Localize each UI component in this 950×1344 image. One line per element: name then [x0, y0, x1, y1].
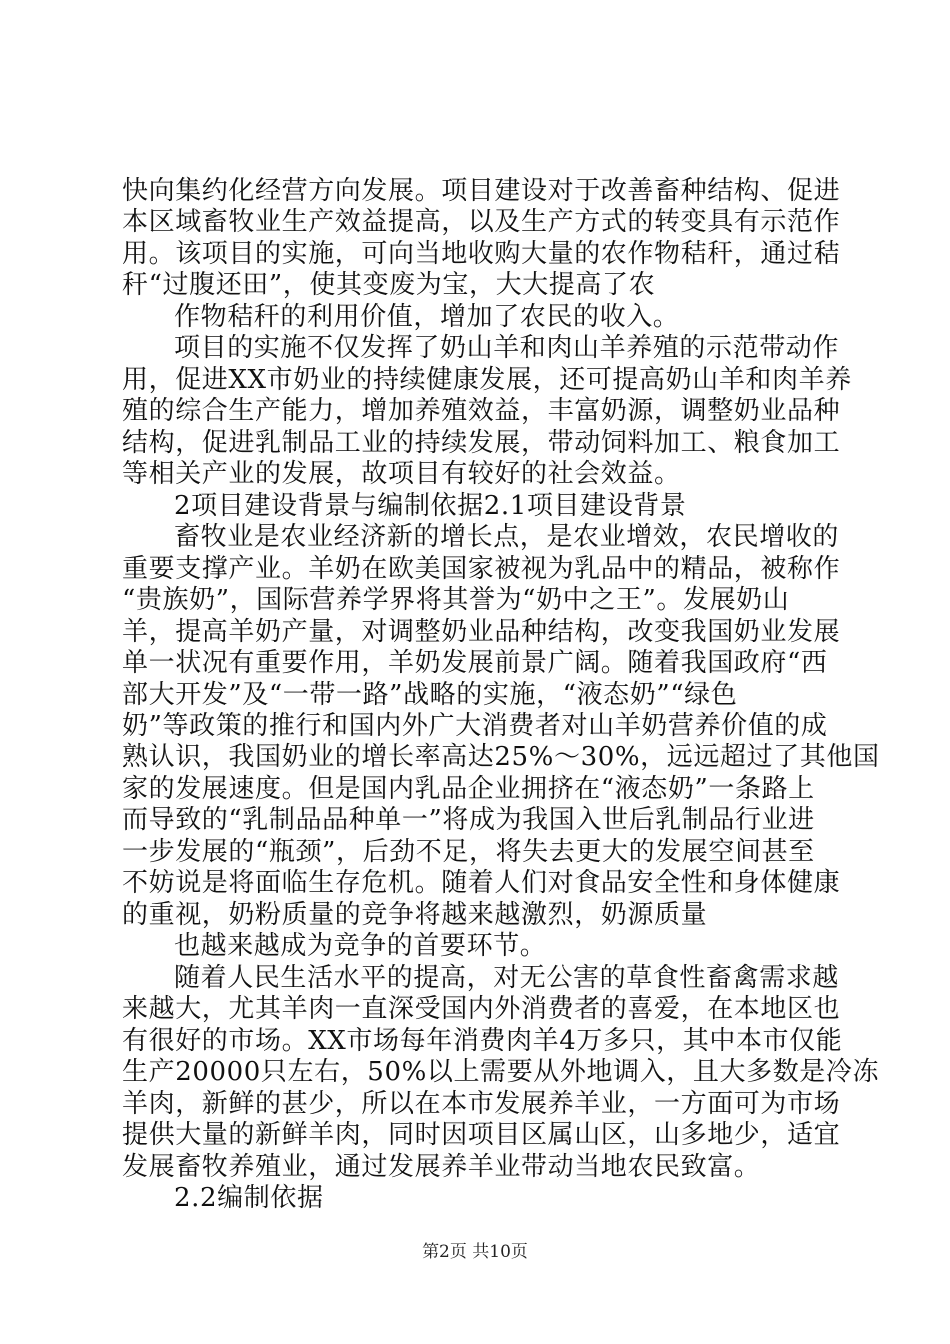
text-line: 而导致的“乳制品品种单一”将成为我国入世后乳制品行业进 — [122, 805, 815, 835]
text-line: 生产20000只左右，50%以上需要从外地调入，且大多数是冷冻 — [122, 1057, 880, 1087]
text-line: 家的发展速度。但是国内乳品企业拥挤在“液态奶”一条路上 — [122, 774, 815, 804]
text-line: 发展畜牧养殖业，通过发展养羊业带动当地农民致富。 — [122, 1152, 761, 1182]
text-line: 等相关产业的发展，故项目有较好的社会效益。 — [122, 459, 681, 489]
text-line: 熟认识，我国奶业的增长率高达25%～30%，远远超过了其他国 — [122, 742, 880, 772]
text-line: 随着人民生活水平的提高，对无公害的草食性畜禽需求越 — [174, 963, 840, 993]
text-line: 用。该项目的实施，可向当地收购大量的农作物秸秆，通过秸 — [122, 239, 841, 269]
page-number-footer: 第2页 共10页 — [422, 1242, 528, 1262]
text-line: 也越来越成为竞争的首要环节。 — [174, 931, 547, 961]
text-line: 有很好的市场。XX市场每年消费肉羊4万多只，其中本市仅能 — [122, 1026, 843, 1056]
text-line: 作物秸秆的利用价值，增加了农民的收入。 — [174, 302, 680, 332]
text-line: 项目的实施不仅发挥了奶山羊和肉山羊养殖的示范带动作 — [174, 333, 840, 363]
text-line: 提供大量的新鲜羊肉，同时因项目区属山区，山多地少，适宜 — [122, 1120, 841, 1150]
text-line: 重要支撑产业。羊奶在欧美国家被视为乳品中的精品，被称作 — [122, 554, 841, 584]
text-line: 来越大，尤其羊肉一直深受国内外消费者的喜爱，在本地区也 — [122, 994, 841, 1024]
section-heading: 2.2编制依据 — [174, 1183, 324, 1213]
section-heading: 2项目建设背景与编制依据2.1项目建设背景 — [174, 491, 687, 521]
text-line: 殖的综合生产能力，增加养殖效益，丰富奶源，调整奶业品种 — [122, 396, 841, 426]
text-line: 本区域畜牧业生产效益提高，以及生产方式的转变具有示范作 — [122, 207, 841, 237]
text-line: 结构，促进乳制品工业的持续发展，带动饲料加工、粮食加工 — [122, 428, 841, 458]
text-line: 单一状况有重要作用，羊奶发展前景广阔。随着我国政府“西 — [122, 648, 828, 678]
text-line: 奶”等政策的推行和国内外广大消费者对山羊奶营养价值的成 — [122, 711, 828, 741]
text-line: 的重视，奶粉质量的竞争将越来越激烈，奶源质量 — [122, 900, 708, 930]
text-line: 秆“过腹还田”，使其变废为宝，大大提高了农 — [122, 270, 656, 300]
text-line: “贵族奶”，国际营养学界将其誉为“奶中之王”。发展奶山 — [122, 585, 790, 615]
text-line: 部大开发”及“一带一路”战略的实施，“液态奶”“绿色 — [122, 680, 738, 710]
text-line: 羊，提高羊奶产量，对调整奶业品种结构，改变我国奶业发展 — [122, 617, 841, 647]
text-line: 用，促进XX市奶业的持续健康发展，还可提高奶山羊和肉羊养 — [122, 365, 852, 395]
text-line: 快向集约化经营方向发展。项目建设对于改善畜种结构、促进 — [122, 176, 841, 206]
text-line: 羊肉，新鲜的甚少，所以在本市发展养羊业，一方面可为市场 — [122, 1089, 841, 1119]
text-line: 畜牧业是农业经济新的增长点，是农业增效，农民增收的 — [174, 522, 840, 552]
text-line: 不妨说是将面临生存危机。随着人们对食品安全性和身体健康 — [122, 868, 841, 898]
text-line: 一步发展的“瓶颈”，后劲不足，将失去更大的发展空间甚至 — [122, 837, 815, 867]
